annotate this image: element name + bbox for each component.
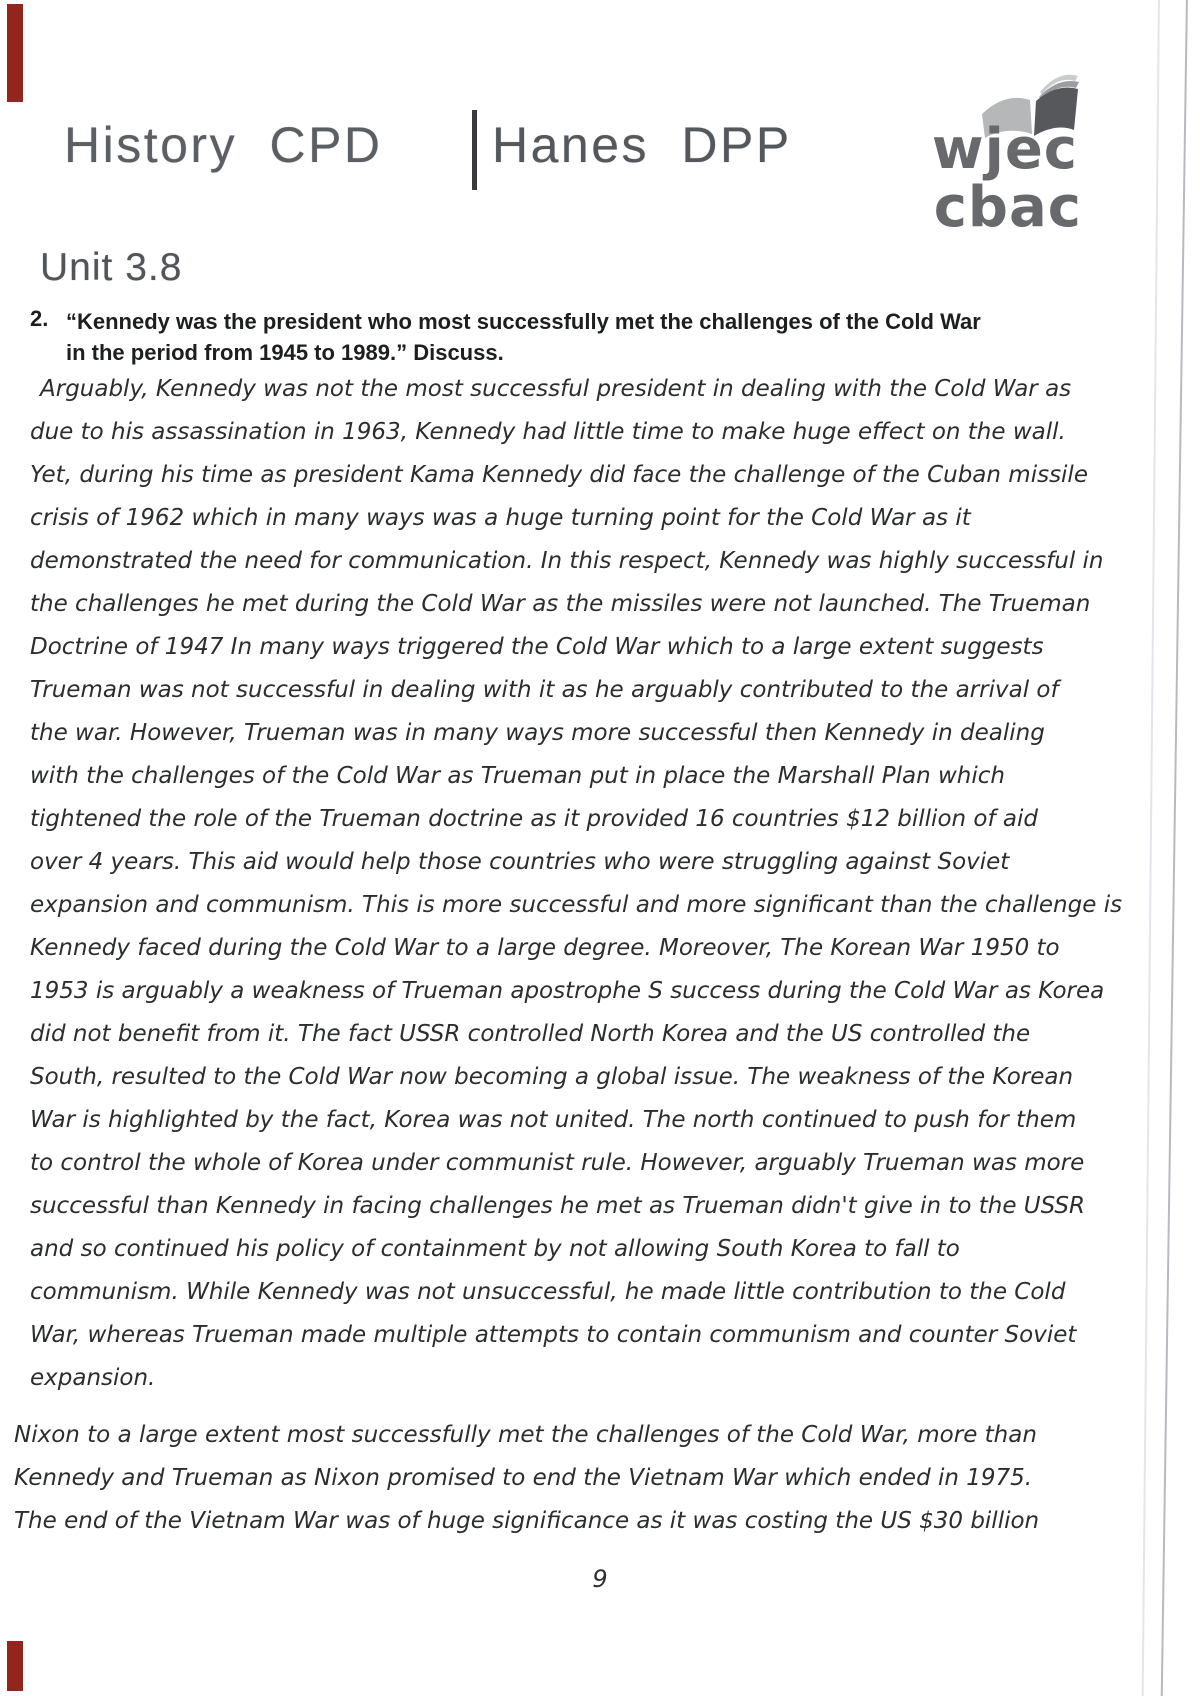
essay-line: South, resulted to the Cold War now becoming a global issue. The weakness of the Korean <box>30 1064 1074 1090</box>
essay-line: Kennedy and Trueman as Nixon promised to end the Vietnam War which ended in 1975. <box>14 1465 1033 1491</box>
essay-line: communism. While Kennedy was not unsuccessful, he made little contribution to the Cold <box>30 1279 1066 1305</box>
logo-text-wjec: wjec <box>931 117 1078 182</box>
essay-line: 1953 is arguably a weakness of Trueman apostrophe S success during the Cold War as Korea <box>30 978 1105 1004</box>
essay-line: Nixon to a large extent most successfully met the challenges of the Cold War, more than <box>14 1422 1037 1448</box>
essay-line: with the challenges of the Cold War as Trueman put in place the Marshall Plan which <box>30 763 1005 789</box>
scan-edge-line-faint <box>1142 0 1160 1696</box>
essay-line: War, whereas Trueman made multiple attempts to contain communism and counter Soviet <box>30 1322 1077 1348</box>
essay-paragraph-2 <box>14 1414 1039 1543</box>
essay-paragraph-1 <box>30 368 1122 1400</box>
header-divider-bar <box>472 110 477 190</box>
red-scan-mark-top <box>7 4 23 102</box>
scan-edge-line <box>1161 0 1188 1696</box>
logo-text-cbac: cbac <box>933 175 1082 240</box>
question-line: in the period from 1945 to 1989.” Discuss. <box>66 340 504 365</box>
question-text <box>66 306 981 368</box>
essay-line: crisis of 1962 which in many ways was a huge turning point for the Cold War as it <box>30 505 971 531</box>
essay-line: Yet, during his time as president Kama Kennedy did face the challenge of the Cuban missile <box>30 462 1088 488</box>
essay-line: tightened the role of the Trueman doctrine as it provided 16 countries $12 billion of aid <box>30 806 1038 832</box>
essay-line: and so continued his policy of containment by not allowing South Korea to fall to <box>30 1236 960 1262</box>
header-title-welsh: Hanes DPP <box>492 117 792 173</box>
essay-line: successful than Kennedy in facing challenges he met as Trueman didn't give in to the USSR <box>30 1193 1085 1219</box>
essay-line: Kennedy faced during the Cold War to a large degree. Moreover, The Korean War 1950 to <box>30 935 1060 961</box>
essay-line: the challenges he met during the Cold War as the missiles were not launched. The Trueman <box>30 591 1091 617</box>
question-line: “Kennedy was the president who most successfully met the challenges of the Cold War <box>66 309 981 334</box>
essay-line: over 4 years. This aid would help those countries who were struggling against Soviet <box>30 849 1010 875</box>
essay-line: the war. However, Trueman was in many ways more successful then Kennedy in dealing <box>30 720 1045 746</box>
question-number: 2. <box>30 306 49 331</box>
header-title-english: History CPD <box>64 117 383 173</box>
essay-line: due to his assassination in 1963, Kennedy had little time to make huge effect on the wall. <box>30 419 1066 445</box>
essay-line: to control the whole of Korea under communist rule. However, arguably Trueman was more <box>30 1150 1085 1176</box>
essay-line: did not benefit from it. The fact USSR controlled North Korea and the US controlled the <box>30 1021 1031 1047</box>
essay-line: Doctrine of 1947 In many ways triggered the Cold War which to a large extent suggests <box>30 634 1044 660</box>
red-scan-mark-bottom <box>7 1641 23 1691</box>
essay-line: Arguably, Kennedy was not the most successful president in dealing with the Cold War as <box>40 376 1072 402</box>
essay-line: The end of the Vietnam War was of huge significance as it was costing the US $30 billion <box>14 1508 1040 1534</box>
essay-line: War is highlighted by the fact, Korea was not united. The north continued to push for them <box>30 1107 1077 1133</box>
essay-line: demonstrated the need for communication. In this respect, Kennedy was highly successful in <box>30 548 1104 574</box>
page-number: 9 <box>592 1565 608 1593</box>
essay-line: expansion. <box>30 1365 156 1391</box>
unit-heading: Unit 3.8 <box>40 246 183 289</box>
essay-line: Trueman was not successful in dealing with it as he arguably contributed to the arrival of <box>30 677 1059 703</box>
essay-line: expansion and communism. This is more successful and more significant than the challenge is <box>30 892 1123 918</box>
